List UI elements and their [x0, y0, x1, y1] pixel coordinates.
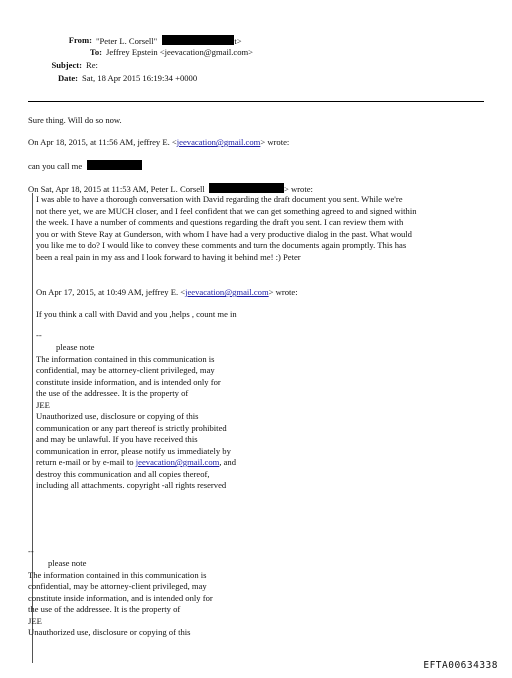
- message-line: not there yet, we are MUCH closer, and I feel confident that we can get something agreed to and signed within: [36, 205, 417, 216]
- attribution-text: > wrote:: [260, 137, 290, 147]
- attribution-line-3: [36, 287, 298, 299]
- email-link[interactable]: jeevacation@gmail.com: [185, 287, 269, 297]
- disclaimer-line: the use of the addressee. It is the property of: [28, 604, 181, 614]
- email-header: [0, 0, 512, 95]
- attribution-line-1: [28, 137, 289, 149]
- disclaimer-line: confidential, may be attorney-client privileged, may: [36, 365, 215, 375]
- to-value: Jeffrey Epstein <jeevacation@gmail.com>: [106, 47, 254, 57]
- call-me-line: [28, 160, 142, 173]
- reply-text: Sure thing. Will do so now.: [28, 115, 122, 125]
- subject-label: Subject:: [51, 60, 82, 70]
- disclaimer-tail-line: including all attachments. copyright -all rights reserved: [36, 480, 227, 490]
- call-david-line: If you think a call with David and you ,helps , count me in: [36, 309, 237, 319]
- disclaimer-return-line: [36, 457, 236, 469]
- disclaimer-line: constitute inside information, and is intended only for: [28, 592, 213, 603]
- signature-dash: --: [36, 330, 42, 340]
- from-name: "Peter L. Corsell": [96, 36, 158, 46]
- disclaimer-1: [36, 342, 236, 492]
- header-divider: [28, 101, 484, 102]
- disclaimer-text: , and: [219, 457, 237, 467]
- disclaimer-line: Unauthorized use, disclosure or copying of this: [28, 627, 191, 637]
- attribution-text: On Sat, Apr 18, 2015 at 11:53 AM, Peter L. Corsell: [28, 184, 205, 194]
- attribution-text: > wrote:: [268, 287, 298, 297]
- document-id: EFTA00634338: [423, 660, 498, 671]
- call-me-text: can you call me: [28, 161, 83, 171]
- disclaimer-line: The information contained in this communication is: [28, 569, 207, 580]
- subject-value: Re:: [86, 60, 98, 70]
- attribution-text: > wrote:: [283, 184, 313, 194]
- disclaimer-line: Unauthorized use, disclosure or copying of this: [36, 411, 199, 421]
- message-line: you like me to do? I would like to convey these comments and turn the documents again promptly. This has: [36, 240, 407, 250]
- date-value: Sat, 18 Apr 2015 16:19:34 +0000: [82, 73, 198, 83]
- disclaimer-line: and may be unlawful. If you have received this: [36, 434, 198, 444]
- attribution-text: On Apr 17, 2015, at 10:49 AM, jeffrey E. <: [36, 287, 186, 297]
- disclaimer-line: the use of the addressee. It is the property of: [36, 388, 189, 398]
- redaction-bar: [87, 160, 142, 170]
- disclaimer-line: JEE: [36, 399, 50, 410]
- from-suffix: t>: [234, 36, 242, 46]
- disclaimer-line: confidential, may be attorney-client privileged, may: [28, 581, 207, 591]
- disclaimer-tail-line: destroy this communication and all copies thereof,: [36, 468, 210, 479]
- message-line: I was able to have a thorough conversation with David regarding the draft document you sent. While we're: [36, 194, 403, 204]
- disclaimer-line: communication in error, please notify us immediately by: [36, 445, 231, 456]
- attribution-text: On Apr 18, 2015, at 11:56 AM, jeffrey E. <: [28, 137, 177, 147]
- date-label: Date:: [57, 73, 78, 83]
- disclaimer-line: JEE: [28, 615, 42, 626]
- disclaimer-line: please note: [48, 558, 87, 568]
- disclaimer-2: [28, 558, 213, 639]
- disclaimer-line: The information contained in this communication is: [36, 353, 215, 364]
- message-line: the week. I have a number of comments and questions regarding the draft you sent. I can review them with: [36, 217, 404, 227]
- from-value: [96, 35, 242, 48]
- disclaimer-lines: [36, 342, 236, 457]
- from-label: From:: [68, 35, 92, 45]
- disclaimer-text: return e-mail or by e-mail to: [36, 457, 136, 467]
- message-line: you or with Steve Ray at Gunderson, with whom I have had a very productive dialog in the past. What would: [36, 228, 412, 239]
- email-link[interactable]: jeevacation@gmail.com: [176, 137, 261, 147]
- disclaimer-tail: [36, 469, 236, 492]
- peter-message: [36, 194, 417, 263]
- email-link[interactable]: jeevacation@gmail.com: [135, 457, 220, 467]
- disclaimer-line: please note: [56, 342, 95, 352]
- message-line: been a real pain in my ass and I look forward to having it behind me! :) Peter: [36, 251, 301, 262]
- disclaimer-line: constitute inside information, and is intended only for: [36, 376, 221, 387]
- disclaimer-line: communication or any part thereof is strictly prohibited: [36, 422, 227, 433]
- redaction-bar: [209, 183, 284, 193]
- to-label: To:: [89, 47, 102, 57]
- redaction-bar: [162, 35, 234, 45]
- signature-dash-2: --: [28, 546, 34, 556]
